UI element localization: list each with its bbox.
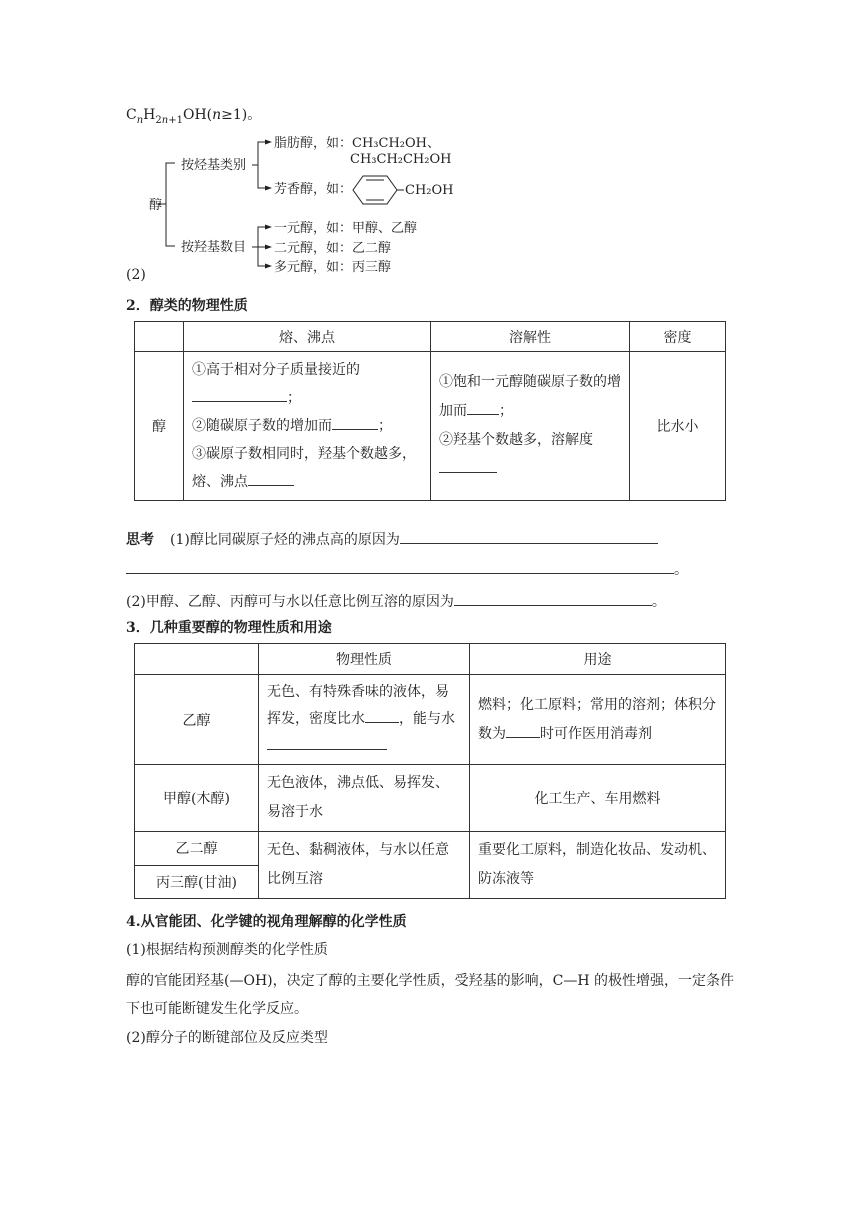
tree-by-hydroxyl: 按羟基数目: [181, 240, 247, 255]
answer-blank[interactable]: [126, 559, 674, 574]
alcohol-name-2: 丙三醇(甘油): [135, 865, 259, 899]
tree-aliphatic-2: CH₃CH₂CH₂OH: [350, 152, 452, 167]
tree-aromatic-group: CH₂OH: [405, 183, 454, 198]
think-q2: (2)甲醇、乙醇、丙醇可与水以任意比例互溶的原因为 。: [126, 591, 666, 611]
table-row: [135, 832, 726, 866]
property-cell: 无色、有特殊香味的液体，易挥发，密度比水 ，能与水: [259, 675, 470, 765]
melting-boiling-cell: ①高于相对分子质量接近的 ； ②随碳原子数的增加而 ； ③碳原子数相同时，羟基个数越多，熔、沸点: [184, 352, 431, 501]
answer-blank[interactable]: [439, 458, 497, 473]
alcohol-name: 甲醇(木醇): [135, 765, 259, 832]
important-alcohols-table: [134, 643, 726, 899]
tree-root: 醇: [149, 198, 163, 213]
answer-blank[interactable]: [192, 387, 287, 402]
answer-blank[interactable]: [454, 591, 652, 606]
tree-by-hydrocarbon: 按烃基类别: [181, 158, 247, 173]
header-use: 用途: [470, 644, 726, 675]
tree-mono: 一元醇，如：甲醇、乙醇: [274, 221, 418, 236]
solubility-cell: ①饱和一元醇随碳原子数的增加而 ； ②羟基个数越多，溶解度: [431, 352, 630, 501]
section-4-paragraph: 醇的官能团羟基(—OH)，决定了醇的主要化学性质，受羟基的影响，C—H 的极性增强，一定条件下也可能断键发生化学反应。: [126, 973, 734, 1017]
alcohol-classification-tree: [0, 0, 860, 290]
alcohol-name: 乙二醇: [135, 832, 259, 866]
think-q1: 思考 (1)醇比同碳原子烃的沸点高的原因为: [126, 529, 658, 549]
tree-marker: (2): [126, 267, 146, 283]
answer-blank[interactable]: [332, 415, 378, 430]
physical-properties-table: [134, 321, 726, 501]
header-solubility: 溶解性: [431, 322, 630, 352]
header-melting-boiling: 熔、沸点: [184, 322, 431, 352]
section-4-sub1: (1)根据结构预测醇类的化学性质: [126, 942, 328, 958]
alcohol-name: 乙醇: [135, 675, 259, 765]
density-cell: 比水小: [630, 352, 726, 501]
use-cell: 燃料；化工原料；常用的溶剂；体积分数为 时可作医用消毒剂: [470, 675, 726, 765]
use-cell: 重要化工原料，制造化妆品、发动机、防冻液等: [470, 832, 726, 899]
tree-di: 二元醇，如：乙二醇: [274, 241, 392, 256]
table-row: [135, 675, 726, 765]
use-cell: 化工生产、车用燃料: [470, 765, 726, 832]
section-3-heading: 3．几种重要醇的物理性质和用途: [126, 620, 332, 636]
tree-poly: 多元醇，如：丙三醇: [274, 260, 392, 275]
think-q1-continuation: 。: [126, 559, 688, 579]
table-row: [135, 765, 726, 832]
section-4-heading: 4.从官能团、化学键的视角理解醇的化学性质: [126, 914, 407, 930]
section-4-sub2: (2)醇分子的断键部位及反应类型: [126, 1030, 328, 1046]
answer-blank[interactable]: [506, 723, 540, 738]
answer-blank[interactable]: [267, 735, 387, 750]
answer-blank[interactable]: [248, 471, 294, 486]
general-formula: $C_nH_{2n+1}OH(n\ge 1)$。: [126, 107, 262, 126]
answer-blank[interactable]: [467, 400, 499, 415]
property-cell: 无色、黏稠液体，与水以任意比例互溶: [259, 832, 470, 899]
tree-aliphatic: 脂肪醇，如：CH₃CH₂OH、: [274, 136, 440, 151]
answer-blank[interactable]: [365, 708, 399, 723]
section-2-heading: 2．醇类的物理性质: [126, 298, 248, 314]
header-physical-property: 物理性质: [259, 644, 470, 675]
header-density: 密度: [630, 322, 726, 352]
answer-blank[interactable]: [400, 529, 658, 544]
tree-aromatic: 芳香醇，如：: [274, 182, 353, 197]
row-label-alcohol: 醇: [135, 352, 184, 501]
property-cell: 无色液体，沸点低、易挥发、易溶于水: [259, 765, 470, 832]
